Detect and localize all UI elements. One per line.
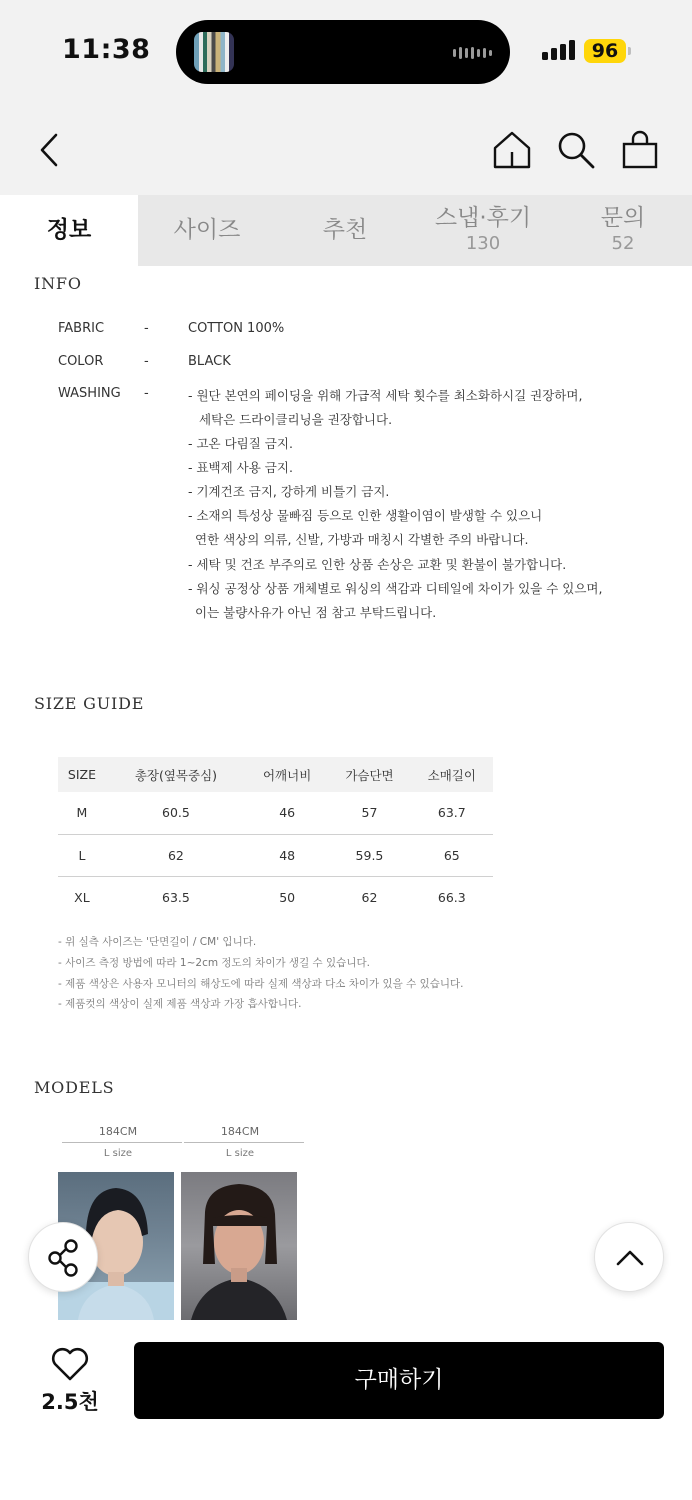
table-cell: 59.5 (328, 834, 410, 876)
tab-count: 130 (465, 233, 501, 254)
washing-instruction: - 고온 다림질 금지. (188, 436, 293, 451)
table-header-row (58, 757, 493, 792)
table-cell: 60.5 (106, 792, 246, 834)
dynamic-island[interactable] (176, 20, 510, 84)
tab-size[interactable] (138, 195, 276, 266)
tab-info[interactable] (0, 195, 138, 266)
battery-icon (628, 47, 631, 55)
washing-instruction: - 세탁 및 건조 부주의로 인한 상품 손상은 교환 및 환불이 불가합니다. (188, 557, 567, 572)
battery-level: 96 (584, 39, 626, 63)
table-cell: 62 (361, 889, 378, 905)
divider (62, 1142, 182, 1143)
tab-snap-review[interactable] (414, 195, 552, 266)
now-playing-thumbnail (194, 32, 234, 72)
table-cell: 65 (411, 834, 493, 876)
washing-instruction: - 표백제 사용 금지. (188, 460, 293, 475)
heart-icon[interactable] (50, 1346, 90, 1382)
color-value: BLACK (188, 354, 231, 369)
like-count: 2.5천 (41, 1390, 99, 1414)
table-cell: 46 (246, 792, 328, 834)
chevron-up-icon (595, 1223, 665, 1293)
divider (184, 1142, 304, 1143)
model-height: 184CM (220, 1125, 260, 1138)
tab-label: 문의 (600, 205, 646, 231)
back-arrow-icon[interactable] (34, 132, 64, 168)
table-cell: 57 (328, 792, 410, 834)
table-cell: M (58, 792, 106, 834)
column-header: 어깨너비 (246, 757, 328, 792)
share-icon (29, 1223, 99, 1293)
table-row (58, 834, 493, 876)
color-label: COLOR (58, 354, 104, 369)
washing-instruction: - 소재의 특성상 물빠짐 등으로 인한 생활이염이 발생할 수 있으니 (188, 508, 543, 523)
separator-dash: - (144, 386, 149, 401)
size-guide-title: SIZE GUIDE (34, 694, 145, 713)
washing-instruction: 이는 불량사유가 아닌 점 참고 부탁드립니다. (195, 605, 437, 620)
tab-label: 추천 (322, 217, 368, 243)
tab-label: 정보 (46, 217, 92, 243)
column-header: 가슴단면 (328, 757, 410, 792)
table-cell: 62 (106, 834, 246, 876)
tab-inquiry[interactable] (554, 195, 692, 266)
size-note: - 제품 색상은 사용자 모니터의 해상도에 따라 실제 색상과 다소 차이가 있을 수 있습니다. (58, 978, 464, 990)
signal-icon (542, 40, 575, 60)
model-photo[interactable] (181, 1172, 297, 1320)
models-title: MODELS (34, 1078, 115, 1097)
size-note: - 위 실측 사이즈는 '단면길이 / CM' 입니다. (58, 936, 257, 948)
washing-instruction: 세탁은 드라이클리닝을 권장합니다. (199, 412, 393, 427)
separator-dash: - (144, 321, 149, 336)
share-button[interactable] (28, 1222, 98, 1292)
size-note: - 제품컷의 색상이 실제 제품 색상과 가장 흡사합니다. (58, 998, 302, 1010)
table-cell: 50 (279, 889, 296, 905)
washing-instruction: 연한 색상의 의류, 신발, 가방과 매칭시 각별한 주의 바랍니다. (195, 532, 529, 547)
fabric-value: COTTON 100% (188, 321, 285, 336)
size-note: - 사이즈 측정 방법에 따라 1~2cm 정도의 차이가 생길 수 있습니다. (58, 957, 370, 969)
clock: 11:38 (62, 34, 151, 65)
table-cell: L (58, 834, 106, 876)
separator-dash: - (144, 354, 149, 369)
tab-label: 사이즈 (173, 217, 241, 243)
tab-label: 스냅·후기 (434, 205, 532, 231)
model-size: L size (225, 1148, 255, 1159)
status-bar (0, 0, 692, 100)
home-icon[interactable] (492, 130, 532, 170)
shopping-bag-icon[interactable] (620, 130, 660, 170)
tab-recommend[interactable] (276, 195, 414, 266)
table-cell: 63.5 (162, 889, 190, 905)
washing-instruction: - 워싱 공정상 상품 개체별로 워싱의 색감과 디테일에 차이가 있을 수 있으며, (188, 581, 603, 596)
table-row (58, 792, 493, 834)
scroll-to-top-button[interactable] (594, 1222, 664, 1292)
table-cell: 66.3 (437, 889, 466, 905)
table-cell: XL (74, 889, 90, 905)
size-table (58, 757, 493, 918)
model-height: 184CM (98, 1125, 138, 1138)
table-cell: 63.7 (411, 792, 493, 834)
washing-label: WASHING (58, 386, 121, 401)
column-header: 총장(옆목중심) (106, 757, 246, 792)
table-cell: 48 (246, 834, 328, 876)
washing-instruction: - 기계건조 금지, 강하게 비틀기 금지. (188, 484, 390, 499)
search-icon[interactable] (556, 130, 596, 170)
tab-bar (0, 195, 692, 266)
buy-button[interactable]: 구매하기 (134, 1342, 664, 1419)
top-nav (0, 100, 692, 195)
washing-instruction: - 원단 본연의 페이딩을 위해 가급적 세탁 횟수를 최소화하시길 권장하며, (188, 388, 583, 403)
column-header: 소매길이 (411, 757, 493, 792)
table-row (58, 876, 493, 918)
bottom-action-bar (0, 1320, 692, 1500)
model-size: L size (103, 1148, 133, 1159)
column-header: SIZE (58, 757, 106, 792)
tab-count: 52 (611, 233, 635, 254)
audio-waveform-icon (453, 47, 492, 59)
fabric-label: FABRIC (58, 321, 105, 336)
info-section-title: INFO (34, 274, 82, 293)
